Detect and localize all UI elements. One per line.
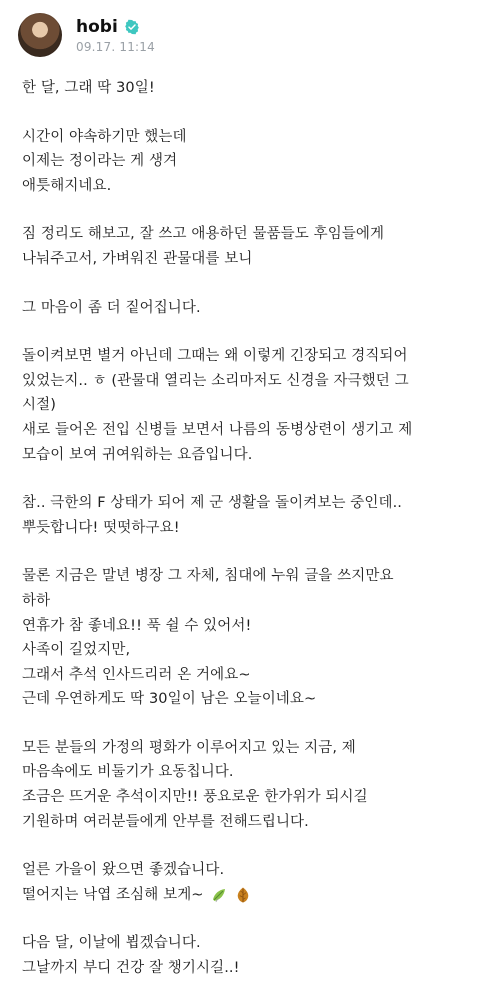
text-line: 조금은 뜨거운 추석이지만!! 풍요로운 한가위가 되시길 (22, 789, 368, 806)
text-line-with-emoji (22, 883, 462, 908)
paragraph (22, 736, 462, 834)
text-line: 이제는 정이라는 게 생겨 (22, 153, 178, 170)
paragraph (22, 491, 462, 540)
paragraph (22, 125, 462, 199)
text-line: 있었는지.. ㅎ (관물대 열리는 소리마저도 신경을 자극했던 그 (22, 372, 409, 389)
paragraph (22, 222, 462, 271)
text-line: 물론 지금은 말년 병장 그 자체, 침대에 누워 글을 쓰지만요 (22, 568, 394, 585)
text-line: 나눠주고서, 가벼워진 관물대를 보니 (22, 250, 253, 267)
text-line: 짐 정리도 해보고, 잘 쓰고 애용하던 물품들도 후임들에게 (22, 226, 385, 243)
paragraph (22, 564, 462, 712)
paragraph (22, 931, 462, 980)
paragraph (22, 296, 462, 321)
text-line: 다음 달, 이날에 뵙겠습니다. (22, 935, 201, 952)
text-line: 근데 우연하게도 딱 30일이 남은 오늘이네요~ (22, 691, 317, 708)
text-line: 하하 (22, 592, 51, 609)
text-line: 참.. 극한의 F 상태가 되어 제 군 생활을 돌이켜보는 중인데.. (22, 495, 403, 512)
text-line: 돌이켜보면 별거 아닌데 그때는 왜 이렇게 긴장되고 경직되어 (22, 348, 408, 365)
text-line: 얼른 가을이 왔으면 좋겠습니다. (22, 862, 225, 879)
text-line: 시간이 야속하기만 했는데 (22, 128, 187, 145)
text-line: 연휴가 참 좋네요!! 푹 쉴 수 있어서! (22, 617, 252, 634)
verified-badge-icon (124, 19, 140, 35)
text-line: 시절) (22, 397, 56, 414)
text-line: 그 마음이 좀 더 짙어집니다. (22, 299, 201, 316)
text-line: 모습이 보여 귀여워하는 요즘입니다. (22, 446, 253, 463)
text-line: 한 달, 그래 딱 30일! (22, 80, 155, 96)
text-line: 그날까지 부디 건강 잘 챙기시길..! (22, 960, 240, 977)
username[interactable]: hobi (76, 17, 118, 37)
text-line: 떨어지는 낙엽 조심해 보게~ (22, 886, 204, 903)
text-line: 사족이 길었지만, (22, 642, 131, 659)
paragraph (22, 344, 462, 467)
text-line: 기원하며 여러분들에게 안부를 전해드립니다. (22, 813, 309, 830)
avatar[interactable] (18, 13, 62, 57)
author-meta (76, 16, 155, 54)
text-line: 뿌듯합니다! 떳떳하구요! (22, 519, 180, 536)
text-line: 마음속에도 비둘기가 요동칩니다. (22, 764, 234, 781)
paragraph (22, 858, 462, 907)
post-timestamp: 09.17. 11:14 (76, 40, 155, 54)
post-header (18, 12, 155, 58)
text-line: 모든 분들의 가정의 평화가 이루어지고 있는 지금, 제 (22, 739, 356, 756)
leaf-fluttering-icon (210, 886, 228, 904)
text-line: 애틋해지네요. (22, 177, 112, 194)
name-row (76, 16, 155, 38)
fallen-leaf-icon (234, 886, 252, 904)
text-line: 새로 들어온 전입 신병들 보면서 나름의 동병상련이 생기고 제 (22, 421, 413, 438)
post-body (22, 76, 462, 999)
text-line: 그래서 추석 인사드리러 온 거에요~ (22, 666, 251, 683)
paragraph (22, 76, 462, 101)
